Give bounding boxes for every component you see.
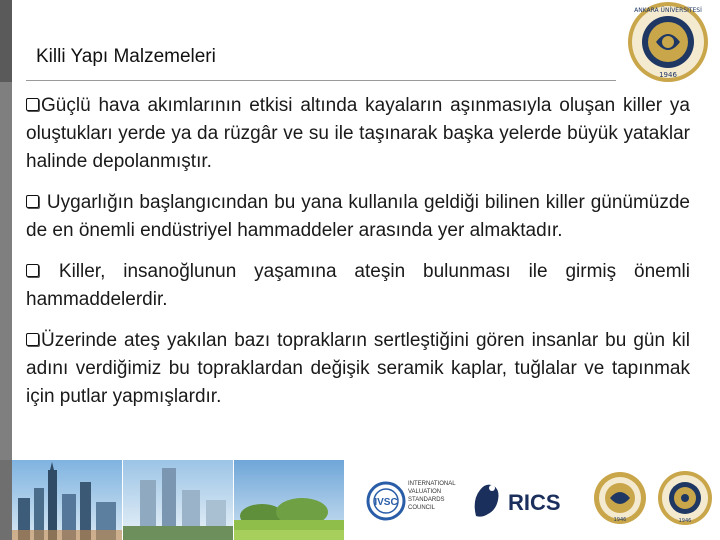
seal-small-year: 1946 [613,517,627,523]
checkbox-bullet-icon [26,333,39,346]
paragraph-text: Güçlü hava akımlarının etkisi altında kayaların aşınmasıyla oluşan killer ya oluştukları yerde ya da rüzgâr ve su ile taşınarak başka yelerde büyük yataklar halinde depolanmıştır. [26,95,690,172]
seal-year: 1946 [659,71,677,79]
paragraph-3 [26,258,690,314]
slide-body [26,92,690,424]
ankara-university-seal-icon [656,462,714,534]
checkbox-bullet-icon [26,195,39,208]
paragraph-text: Uygarlığın başlangıcından bu yana kullanıla geldiği bilinen killer günümüzde de en önemli endüstriyel hammaddeler arasında yer almaktadır. [26,192,690,241]
seal-small2-year: 1946 [678,518,692,524]
ivsc-text: IVSC [374,497,398,508]
university-seal-small-icon [592,462,648,534]
title-divider [26,80,616,81]
rics-text: RICS [508,490,561,515]
checkbox-bullet-icon [26,264,39,277]
ivsc-logo [364,466,464,536]
paragraph-text: Killer, insanoğlunun yaşamına ateşin bulunması ile girmiş önemli hammaddelerdir. [26,261,690,310]
university-seal-icon [626,0,710,84]
paragraph-1 [26,92,690,176]
left-accent-bar-top [0,0,12,82]
paragraph-4 [26,327,690,411]
slide-title: Killi Yapı Malzemeleri [36,46,216,67]
seal-ring-text: ANKARA ÜNİVERSİTESİ [634,7,702,14]
city-skyline-image [12,460,344,540]
footer-accent-bar [0,460,12,540]
rics-logo [468,470,580,532]
paragraph-2 [26,189,690,245]
paragraph-text: Üzerinde ateş yakılan bazı toprakların sertleştiğini gören insanlar bu gün kil adını verdiğimiz bu topraklardan değişik seramik kaplar, tuğlalar ve tapınmak için putlar yapmışlardır. [26,330,690,407]
checkbox-bullet-icon [26,98,39,111]
ivsc-caption: INTERNATIONAL VALUATION STANDARDS COUNCIL [408,481,456,511]
